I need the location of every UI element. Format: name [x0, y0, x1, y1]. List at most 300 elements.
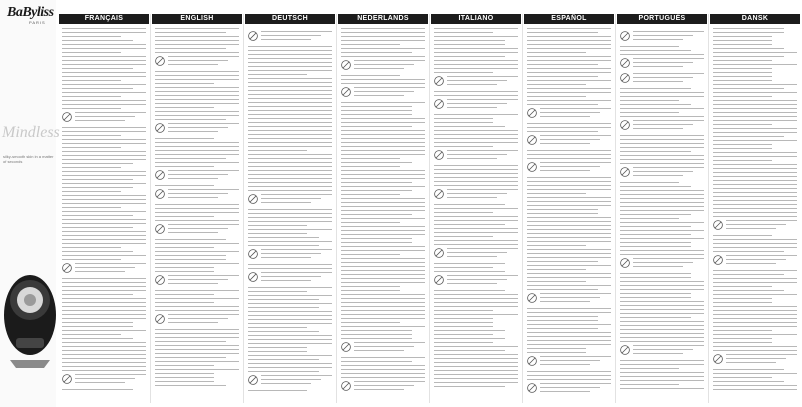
text-line	[620, 159, 704, 160]
text-line	[341, 234, 425, 235]
text-line	[248, 190, 332, 191]
text-line	[434, 134, 518, 135]
text-line	[341, 369, 425, 370]
text-line	[62, 92, 146, 93]
text-line	[713, 44, 772, 45]
text-line	[434, 177, 518, 178]
text-line	[527, 352, 586, 353]
text-line	[527, 277, 611, 278]
logo-wordmark: BaByliss	[7, 5, 54, 20]
text-line	[527, 348, 586, 349]
text-line	[155, 204, 239, 205]
text-line	[62, 147, 121, 148]
text-line	[62, 135, 121, 136]
text-line	[62, 48, 146, 49]
text-line	[155, 48, 226, 49]
text-line	[62, 346, 146, 347]
text-line	[248, 213, 332, 214]
text-line	[434, 48, 518, 49]
text-line	[713, 286, 772, 287]
text-line	[620, 50, 691, 51]
text-line	[620, 388, 704, 389]
text-line	[620, 309, 704, 310]
text-line	[62, 239, 146, 240]
text-line	[248, 178, 332, 179]
warning-icon	[527, 162, 537, 172]
text-line	[248, 359, 319, 360]
text-line	[527, 375, 611, 376]
text-line	[341, 138, 425, 139]
text-line	[155, 44, 239, 45]
text-line	[248, 221, 332, 222]
text-line	[62, 334, 121, 335]
text-line	[527, 324, 611, 325]
text-line	[620, 301, 704, 302]
text-line	[713, 116, 797, 117]
warning-icon	[434, 275, 444, 285]
text-line	[155, 373, 214, 374]
warning-icon	[527, 135, 537, 145]
text-line	[248, 134, 332, 135]
text-line	[155, 349, 239, 350]
text-line	[434, 366, 518, 367]
text-line	[248, 343, 332, 344]
text-line	[341, 56, 425, 57]
warning-block	[713, 220, 797, 232]
text-line	[713, 124, 772, 125]
text-line	[434, 130, 518, 131]
text-line	[434, 342, 493, 343]
text-line	[248, 138, 332, 139]
text-line	[527, 48, 611, 49]
warning-block	[248, 375, 332, 387]
text-line	[341, 250, 425, 251]
text-line	[620, 234, 691, 235]
text-line	[62, 191, 121, 192]
text-line	[527, 253, 611, 254]
text-line	[527, 100, 611, 101]
text-line	[527, 72, 611, 73]
text-line	[155, 259, 226, 260]
text-line	[155, 357, 226, 358]
text-line	[341, 242, 412, 243]
text-line	[434, 362, 518, 363]
text-line	[248, 209, 332, 210]
warning-icon	[620, 167, 630, 177]
text-line	[620, 297, 691, 298]
text-line	[434, 370, 518, 371]
text-line	[434, 322, 493, 323]
text-line	[713, 346, 797, 347]
warning-icon	[527, 383, 537, 393]
text-line	[434, 263, 505, 264]
text-line	[527, 320, 598, 321]
warning-block	[62, 263, 146, 275]
text-line	[527, 273, 611, 274]
text-line	[341, 254, 400, 255]
instruction-text-block	[434, 28, 518, 401]
text-line	[620, 380, 704, 381]
text-line	[248, 319, 332, 320]
text-line	[713, 80, 772, 81]
text-line	[341, 146, 425, 147]
text-line	[620, 333, 704, 334]
text-line	[155, 111, 239, 112]
text-line	[341, 48, 425, 49]
text-line	[248, 66, 332, 67]
text-line	[527, 336, 611, 337]
column-divider	[708, 14, 709, 403]
text-line	[434, 122, 493, 123]
text-line	[434, 374, 518, 375]
text-line	[713, 294, 797, 295]
text-line	[620, 210, 704, 211]
column-header: NEDERLANDS	[338, 14, 428, 24]
text-line	[527, 80, 611, 81]
text-line	[713, 274, 784, 275]
text-line	[62, 36, 121, 37]
text-line	[713, 112, 797, 113]
text-line	[527, 197, 611, 198]
language-column-da	[710, 0, 800, 407]
text-line	[62, 207, 121, 208]
text-line	[341, 52, 412, 53]
text-line	[155, 385, 226, 386]
text-line	[620, 376, 704, 377]
text-line	[527, 185, 611, 186]
text-line	[434, 220, 518, 221]
warning-icon	[434, 248, 444, 258]
text-line	[248, 287, 332, 288]
text-line	[620, 194, 704, 195]
text-line	[155, 166, 214, 167]
text-line	[620, 88, 691, 89]
warning-block	[341, 60, 425, 72]
text-line	[620, 273, 691, 274]
text-line	[527, 379, 611, 380]
text-line	[248, 126, 332, 127]
text-line	[248, 355, 332, 356]
language-column-pt	[617, 0, 707, 407]
text-line	[155, 381, 214, 382]
text-line	[341, 326, 425, 327]
text-line	[527, 233, 611, 234]
text-line	[248, 150, 307, 151]
text-line	[620, 186, 691, 187]
text-line	[341, 142, 425, 143]
text-line	[155, 119, 226, 120]
warning-block	[434, 99, 518, 111]
text-line	[527, 371, 611, 372]
text-line	[248, 82, 332, 83]
text-line	[620, 238, 704, 239]
text-line	[155, 28, 239, 29]
text-line	[713, 334, 797, 335]
text-line	[341, 110, 412, 111]
warning-block	[434, 275, 518, 287]
warning-block	[527, 135, 611, 147]
text-line	[62, 326, 133, 327]
text-line	[620, 135, 704, 136]
text-line	[713, 373, 797, 374]
text-line	[341, 150, 425, 151]
text-line	[434, 224, 505, 225]
text-line	[713, 156, 797, 157]
text-line	[527, 205, 611, 206]
text-line	[62, 290, 146, 291]
text-line	[341, 365, 425, 366]
text-line	[248, 295, 332, 296]
text-line	[527, 76, 598, 77]
text-line	[713, 251, 784, 252]
warning-block	[155, 224, 239, 236]
text-line	[620, 230, 704, 231]
warning-icon	[434, 150, 444, 160]
text-line	[713, 369, 784, 370]
text-line	[155, 162, 239, 163]
text-line	[713, 385, 797, 386]
text-line	[248, 268, 332, 269]
text-line	[620, 147, 704, 148]
text-line	[434, 382, 518, 383]
text-line	[248, 118, 332, 119]
text-line	[434, 271, 505, 272]
text-line	[62, 32, 146, 33]
warning-icon	[341, 60, 351, 70]
text-line	[155, 333, 239, 334]
text-line	[341, 106, 412, 107]
text-line	[620, 368, 679, 369]
babyliss-logo	[3, 3, 55, 25]
text-line	[248, 154, 332, 155]
text-line	[713, 120, 797, 121]
text-line	[62, 195, 146, 196]
instruction-text-block	[155, 28, 239, 401]
text-line	[434, 240, 518, 241]
text-line	[713, 92, 797, 93]
text-line	[248, 110, 332, 111]
text-line	[434, 52, 518, 53]
text-line	[341, 194, 400, 195]
text-line	[713, 160, 772, 161]
text-line	[713, 104, 797, 105]
text-line	[341, 130, 425, 131]
text-line	[341, 122, 425, 123]
text-line	[713, 152, 797, 153]
text-line	[341, 302, 425, 303]
text-line	[248, 122, 332, 123]
text-line	[713, 144, 772, 145]
text-line	[62, 151, 146, 152]
text-line	[434, 95, 518, 96]
text-line	[620, 163, 704, 164]
text-line	[341, 134, 425, 135]
text-line	[62, 278, 146, 279]
warning-block	[155, 123, 239, 135]
text-line	[248, 245, 319, 246]
text-line	[248, 90, 332, 91]
text-line	[155, 32, 226, 33]
text-line	[341, 310, 425, 311]
column-divider	[150, 14, 151, 403]
warning-icon	[341, 381, 351, 391]
text-line	[341, 330, 412, 331]
text-line	[62, 40, 133, 41]
text-line	[434, 334, 493, 335]
text-line	[155, 95, 239, 96]
text-line	[341, 314, 425, 315]
text-line	[527, 84, 586, 85]
text-line	[341, 166, 400, 167]
text-line	[341, 266, 425, 267]
text-line	[620, 143, 704, 144]
text-line	[341, 158, 400, 159]
text-line	[155, 79, 239, 80]
text-line	[620, 202, 704, 203]
warning-block	[155, 170, 239, 182]
text-line	[341, 40, 425, 41]
text-line	[248, 106, 332, 107]
text-line	[62, 155, 146, 156]
text-line	[341, 118, 425, 119]
text-line	[62, 302, 146, 303]
text-line	[434, 326, 493, 327]
column-header: ITALIANO	[431, 14, 521, 24]
text-line	[62, 314, 146, 315]
text-line	[248, 186, 332, 187]
text-line	[341, 190, 412, 191]
brand-sidebar	[0, 0, 60, 407]
text-line	[155, 302, 214, 303]
text-line	[62, 108, 121, 109]
text-line	[155, 271, 214, 272]
text-line	[713, 188, 797, 189]
text-line	[434, 36, 518, 37]
text-line	[155, 36, 239, 37]
text-line	[713, 350, 797, 351]
text-line	[527, 289, 598, 290]
text-line	[713, 389, 797, 390]
text-line	[62, 203, 146, 204]
text-line	[155, 146, 239, 147]
text-line	[434, 56, 505, 57]
text-line	[713, 40, 772, 41]
warning-block	[620, 31, 704, 43]
text-line	[341, 357, 425, 358]
text-line	[341, 210, 425, 211]
text-line	[248, 94, 332, 95]
warning-block	[341, 87, 425, 99]
text-line	[155, 87, 239, 88]
text-line	[620, 108, 704, 109]
text-line	[341, 278, 425, 279]
text-line	[62, 350, 146, 351]
language-column-es	[524, 0, 614, 407]
text-line	[620, 155, 704, 156]
text-line	[434, 208, 518, 209]
text-line	[341, 102, 425, 103]
warning-icon	[341, 87, 351, 97]
warning-icon	[434, 99, 444, 109]
warning-block	[155, 189, 239, 201]
warning-icon	[341, 342, 351, 352]
text-line	[434, 330, 505, 331]
text-line	[527, 40, 611, 41]
text-line	[713, 290, 784, 291]
text-line	[248, 351, 307, 352]
text-line	[713, 48, 784, 49]
instruction-text-block	[62, 28, 146, 401]
text-line	[341, 32, 425, 33]
text-line	[248, 367, 332, 368]
text-line	[341, 218, 425, 219]
text-line	[248, 371, 319, 372]
text-line	[620, 277, 691, 278]
column-divider	[522, 14, 523, 403]
text-line	[434, 146, 493, 147]
warning-icon	[248, 194, 258, 204]
text-line	[341, 262, 425, 263]
text-line	[62, 139, 146, 140]
text-line	[62, 259, 121, 260]
text-line	[434, 181, 518, 182]
text-line	[62, 56, 146, 57]
column-header: FRANÇAIS	[59, 14, 149, 24]
column-divider	[336, 14, 337, 403]
text-line	[248, 299, 319, 300]
text-line	[248, 58, 332, 59]
warning-icon	[155, 275, 165, 285]
text-line	[713, 140, 797, 141]
text-line	[527, 312, 611, 313]
text-line	[527, 60, 611, 61]
text-line	[527, 225, 611, 226]
text-line	[62, 104, 146, 105]
text-line	[155, 208, 239, 209]
text-line	[527, 257, 611, 258]
instruction-text-block	[620, 28, 704, 401]
text-line	[527, 193, 586, 194]
product-tagline: silky-smooth skin in a matter of seconds	[3, 154, 54, 164]
text-line	[620, 313, 704, 314]
warning-block	[527, 293, 611, 305]
text-line	[62, 223, 146, 224]
text-line	[248, 70, 332, 71]
language-column-it	[431, 0, 521, 407]
text-line	[155, 220, 239, 221]
text-line	[62, 143, 146, 144]
text-line	[713, 247, 797, 248]
text-line	[341, 36, 425, 37]
text-line	[341, 373, 425, 374]
text-line	[434, 302, 518, 303]
text-line	[527, 44, 611, 45]
text-line	[62, 362, 146, 363]
text-line	[62, 389, 133, 390]
text-line	[527, 189, 611, 190]
instruction-text-block	[527, 28, 611, 401]
text-line	[155, 298, 239, 299]
text-line	[620, 198, 704, 199]
text-line	[341, 226, 425, 227]
text-line	[62, 235, 146, 236]
text-line	[434, 310, 493, 311]
text-line	[62, 84, 146, 85]
text-line	[341, 274, 425, 275]
text-line	[155, 365, 214, 366]
text-line	[713, 32, 784, 33]
text-line	[155, 91, 239, 92]
